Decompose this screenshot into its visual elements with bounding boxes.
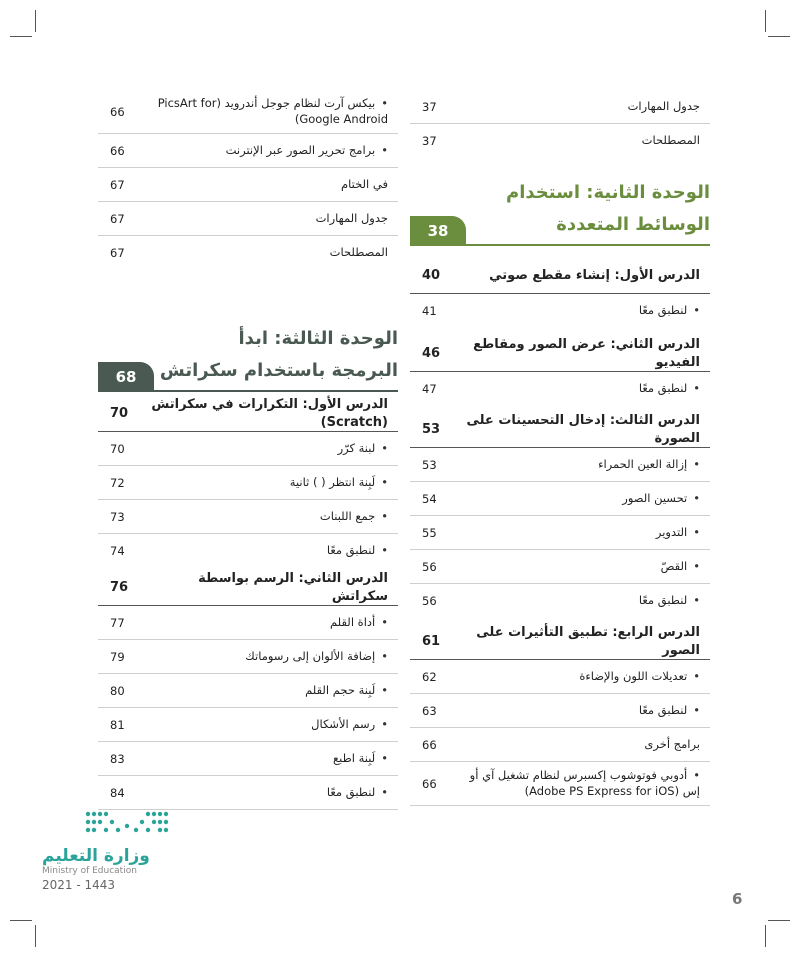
toc-entry-page: 66 (110, 104, 125, 119)
toc-entry-label: جدول المهارات (627, 98, 700, 113)
toc-entry[interactable] (410, 90, 710, 124)
toc-entry-label: • إزالة العين الحمراء (462, 457, 700, 473)
toc-entry-page: 79 (110, 649, 125, 664)
toc-entry-page: 66 (422, 776, 437, 791)
toc-entry[interactable] (98, 674, 398, 708)
crop-mark (765, 10, 766, 32)
lesson-title: الدرس الأول: التكرارات في سكراتش (Scratch) (151, 396, 388, 430)
toc-entry-label: • القصّ (462, 559, 700, 575)
toc-entry[interactable] (410, 694, 710, 728)
lesson-page: 76 (110, 580, 129, 595)
crop-mark (10, 36, 32, 37)
toc-entry-page: 77 (110, 615, 125, 630)
toc-entry-label: في الختام (341, 176, 388, 191)
toc-entry[interactable] (410, 124, 710, 158)
toc-entry[interactable] (410, 550, 710, 584)
lesson-page: 40 (422, 268, 441, 283)
toc-entry-page: 72 (110, 475, 125, 490)
unit-3-header (98, 310, 398, 396)
toc-entry[interactable] (410, 482, 710, 516)
toc-entry-label: • التدوير (462, 525, 700, 541)
toc-entry-page: 62 (422, 669, 437, 684)
toc-entry-page: 80 (110, 683, 125, 698)
lesson-title: الدرس الأول: إنشاء مقطع صوتي (489, 267, 700, 283)
toc-right-column (410, 90, 710, 806)
toc-entry-page: 56 (422, 559, 437, 574)
lesson-heading[interactable] (410, 624, 710, 660)
toc-entry-page: 47 (422, 382, 437, 396)
toc-entry-label: • لنطبق معًا (462, 381, 700, 397)
toc-entry[interactable] (410, 762, 710, 806)
toc-entry[interactable] (98, 466, 398, 500)
toc-entry-page: 66 (422, 737, 437, 752)
toc-entry-label: • لَبِنة انتظر ( ) ثانية (150, 475, 388, 491)
toc-entry[interactable] (410, 294, 710, 328)
toc-entry[interactable] (98, 236, 398, 270)
lesson-heading[interactable] (410, 336, 710, 372)
toc-entry-page: 67 (110, 211, 125, 226)
lesson-title: الدرس الثالث: إدخال التحسينات على الصورة (466, 412, 700, 446)
toc-entry[interactable] (410, 728, 710, 762)
toc-entry-label: • لنطبق معًا (150, 543, 388, 559)
toc-entry-page: 37 (422, 134, 437, 148)
toc-entry-page: 55 (422, 525, 437, 540)
toc-entry[interactable] (98, 776, 398, 810)
toc-entry-page: 37 (422, 99, 437, 114)
toc-entry-page: 53 (422, 457, 437, 472)
ministry-dots-icon (82, 808, 182, 838)
toc-entry-label: • برامج تحرير الصور عبر الإنترنت (150, 143, 388, 159)
toc-entry-label: • إضافة الألوان إلى رسوماتك (150, 649, 388, 665)
toc-entry-label: برامج أخرى (644, 736, 700, 751)
toc-entry[interactable] (98, 134, 398, 168)
toc-entry-label: • رسم الأشكال (150, 717, 388, 733)
crop-mark (768, 920, 790, 921)
toc-entry[interactable] (98, 90, 398, 134)
toc-entry[interactable] (98, 168, 398, 202)
toc-entry-label: • لَبِنة حجم القلم (150, 683, 388, 699)
toc-entry-page: 66 (110, 143, 125, 158)
crop-mark (768, 36, 790, 37)
toc-entry[interactable] (410, 372, 710, 406)
toc-entry-label: المصطلحات (329, 245, 388, 260)
toc-entry[interactable] (410, 660, 710, 694)
lesson-title: الدرس الرابع: تطبيق التأثيرات على الصور (476, 624, 700, 658)
unit-page-badge[interactable]: 38 (410, 216, 466, 246)
lesson-heading[interactable] (410, 412, 710, 448)
unit-title-line2: البرمجة باستخدام سكراتش (159, 360, 398, 381)
toc-entry[interactable] (98, 500, 398, 534)
toc-entry[interactable] (98, 742, 398, 776)
toc-entry-page: 54 (422, 491, 437, 506)
toc-entry-label: المصطلحات (641, 133, 700, 148)
lesson-heading[interactable] (98, 570, 398, 606)
toc-entry-label: • لنطبق معًا (462, 303, 700, 319)
toc-entry[interactable] (98, 606, 398, 640)
toc-entry-page: 83 (110, 751, 125, 766)
toc-entry[interactable] (98, 534, 398, 568)
crop-mark (35, 10, 36, 32)
toc-entry-page: 63 (422, 703, 437, 718)
toc-entry-label: • أداة القلم (150, 615, 388, 631)
toc-entry-label: • بيكس آرت لنظام جوجل أندرويد (PicsArt for Google Android) (150, 96, 388, 127)
lesson-page: 70 (110, 406, 129, 421)
toc-entry[interactable] (98, 202, 398, 236)
lesson-title: الدرس الثاني: الرسم بواسطة سكراتش (198, 570, 388, 604)
unit-2-header (410, 164, 710, 250)
toc-entry-label: جدول المهارات (315, 210, 388, 225)
lesson-page: 61 (422, 634, 441, 649)
lesson-page: 53 (422, 422, 441, 437)
unit-title-line2: الوسائط المتعددة (556, 214, 710, 235)
toc-entry-page: 67 (110, 177, 125, 192)
toc-entry-label: • لَبِنة اطبع (150, 751, 388, 767)
toc-entry-label: • لنطبق معًا (462, 593, 700, 609)
toc-entry-page: 56 (422, 594, 437, 608)
crop-mark (765, 925, 766, 947)
toc-entry-label: • لنطبق معًا (462, 703, 700, 719)
toc-entry-label: • جمع اللبنات (150, 509, 388, 525)
toc-entry-label: • لبنة كرّر (150, 441, 388, 457)
toc-entry[interactable] (410, 584, 710, 618)
logo-english-name: Ministry of Education (42, 866, 137, 876)
toc-entry-page: 41 (422, 304, 437, 318)
lesson-page: 46 (422, 346, 441, 361)
toc-entry-label: • أدوبي فوتوشوب إكسبرس لنظام تشغيل آي أو إس (Adobe PS Express for iOS) (462, 768, 700, 799)
toc-entry[interactable] (98, 432, 398, 466)
ministry-logo (42, 808, 182, 898)
logo-arabic-name: وزارة التعليم (42, 846, 150, 866)
lesson-title: الدرس الثاني: عرض الصور ومقاطع الفيديو (473, 336, 700, 370)
toc-entry-label: • تعديلات اللون والإضاءة (462, 669, 700, 685)
toc-entry-page: 74 (110, 544, 125, 558)
lesson-heading[interactable] (98, 396, 398, 432)
unit-title-line1: الوحدة الثانية: استخدام (506, 182, 710, 203)
toc-entry-label: • لنطبق معًا (150, 785, 388, 801)
toc-entry-label: • تحسين الصور (462, 491, 700, 507)
toc-entry-page: 81 (110, 717, 125, 732)
toc-entry-page: 84 (110, 785, 125, 800)
unit-page-badge[interactable]: 68 (98, 362, 154, 392)
crop-mark (35, 925, 36, 947)
toc-entry-page: 67 (110, 246, 125, 260)
crop-mark (10, 920, 32, 921)
toc-entry-page: 73 (110, 509, 125, 524)
toc-entry[interactable] (410, 448, 710, 482)
toc-entry[interactable] (98, 708, 398, 742)
toc-entry-page: 70 (110, 441, 125, 456)
toc-left-column (98, 90, 398, 810)
unit-title-line1: الوحدة الثالثة: ابدأ (238, 328, 398, 349)
lesson-heading[interactable] (410, 258, 710, 294)
logo-year: 2021 - 1443 (42, 878, 116, 892)
toc-entry[interactable] (98, 640, 398, 674)
toc-entry[interactable] (410, 516, 710, 550)
page-number: 6 (732, 890, 743, 908)
